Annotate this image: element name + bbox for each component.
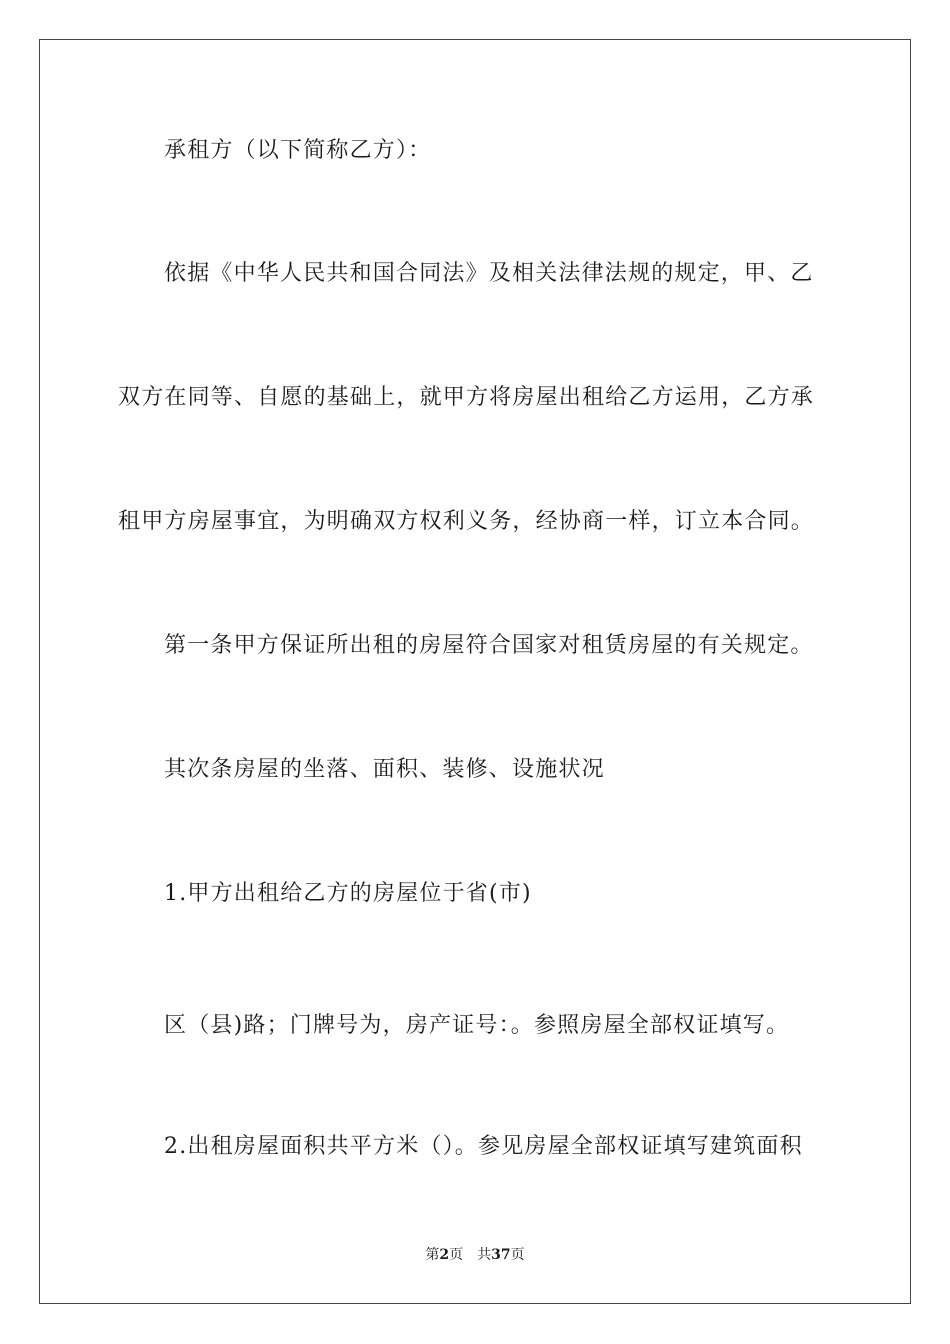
footer-total-prefix: 共 — [477, 1247, 492, 1263]
footer-total-pages: 37 — [491, 1247, 511, 1263]
text-line-3: 双方在同等、自愿的基础上，就甲方将房屋出租给乙方运用，乙方承 — [118, 385, 815, 410]
text-line-2: 依据《中华人民共和国合同法》及相关法律法规的规定，甲、乙 — [164, 261, 814, 286]
text-line-7: 1.甲方出租给乙方的房屋位于省(市) — [164, 881, 532, 906]
footer-total-suffix: 页 — [510, 1247, 525, 1263]
text-line-6: 其次条房屋的坐落、面积、装修、设施状况 — [164, 757, 605, 782]
page-footer — [0, 1246, 950, 1264]
footer-page-suffix: 页 — [449, 1247, 464, 1263]
footer-current-page: 2 — [439, 1247, 450, 1263]
text-line-4: 租甲方房屋事宜，为明确双方权利义务，经协商一样，订立本合同。 — [118, 509, 815, 534]
text-line-1: 承租方（以下简称乙方）： — [164, 138, 432, 163]
page-frame — [39, 39, 911, 1304]
text-line-8: 区（县)路；门牌号为，房产证号：。参照房屋全部权证填写。 — [164, 1013, 790, 1038]
text-line-5: 第一条甲方保证所出租的房屋符合国家对租赁房屋的有关规定。 — [164, 633, 814, 658]
text-line-9: 2.出租房屋面积共平方米（）。参见房屋全部权证填写建筑面积 — [164, 1134, 803, 1159]
footer-page-prefix: 第 — [425, 1247, 440, 1263]
